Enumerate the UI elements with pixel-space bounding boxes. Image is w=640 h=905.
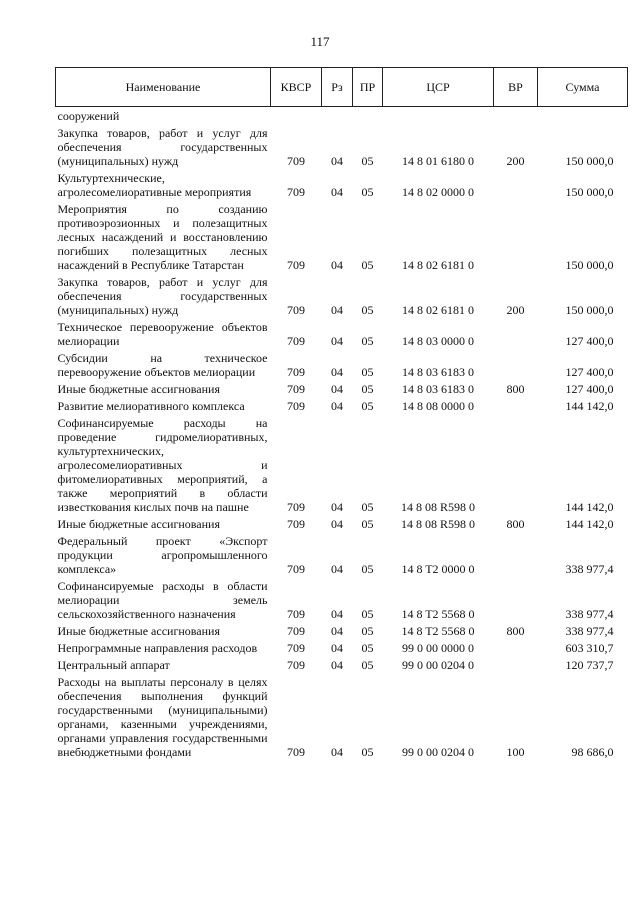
row-pr: 05 xyxy=(361,258,374,272)
row-vr: 800 xyxy=(506,624,525,638)
row-kvsr: 709 xyxy=(287,258,305,272)
row-csr: 14 8 03 6183 0 xyxy=(402,365,474,379)
row-name: Мероприятия по созданию противоэрозионных и полезащитных лесных насаждений и восстановлению погибших полезащитных лесных насаждений в Республике Татарстан xyxy=(57,202,268,272)
row-pr: 05 xyxy=(361,365,374,379)
row-vr: 800 xyxy=(506,382,525,396)
row-pr: 05 xyxy=(361,607,374,621)
row-sum: 144 142,0 xyxy=(565,517,614,531)
row-sum: 144 142,0 xyxy=(565,399,614,413)
row-rz: 04 xyxy=(331,745,343,759)
row-csr: 14 8 08 R598 0 xyxy=(400,500,475,514)
header-name: Наименование xyxy=(56,68,271,107)
row-kvsr: 709 xyxy=(287,562,305,576)
row-pr: 05 xyxy=(361,399,374,413)
row-name: Софинансируемые расходы на проведение гидромелиоративных, культуртехнических, агролесомелиоративных и фитомелиоративных мероприятий, а также мероприятий в области известкования кислых почв на пашне xyxy=(57,416,268,514)
row-sum xyxy=(538,107,628,125)
header-rz: Рз xyxy=(322,68,353,107)
row-kvsr: 709 xyxy=(287,382,305,396)
row-vr xyxy=(494,577,538,622)
row-vr xyxy=(494,397,538,414)
row-kvsr: 709 xyxy=(287,517,305,531)
row-csr: 99 0 00 0204 0 xyxy=(402,745,474,759)
row-name: Закупка товаров, работ и услуг для обеспечения государственных (муниципальных) нужд xyxy=(57,275,268,317)
row-kvsr: 709 xyxy=(287,641,305,655)
row-csr: 14 8 03 0000 0 xyxy=(402,334,474,348)
row-sum: 150 000,0 xyxy=(565,303,614,317)
row-kvsr: 709 xyxy=(287,658,305,672)
row-pr: 05 xyxy=(361,517,374,531)
row-sum: 127 400,0 xyxy=(565,334,614,348)
row-name: сооружений xyxy=(57,109,120,123)
table-row xyxy=(56,577,628,622)
row-sum: 150 000,0 xyxy=(565,185,614,199)
row-name: Центральный аппарат xyxy=(57,658,170,672)
row-rz: 04 xyxy=(331,382,343,396)
row-name: Иные бюджетные ассигнования xyxy=(57,382,220,396)
row-name: Расходы на выплаты персоналу в целях обеспечения выполнения функций государственными (муниципальными) органами, казенными учреждениями, органами управления государственными внебюджетными фондами xyxy=(57,675,268,759)
row-kvsr: 709 xyxy=(287,500,305,514)
table-row xyxy=(56,318,628,349)
row-name: Софинансируемые расходы в области мелиорации земель сельскохозяйственного назначения xyxy=(57,579,268,621)
table-row xyxy=(56,532,628,577)
row-name: Непрограммные направления расходов xyxy=(57,641,258,655)
header-kvsr: КВСР xyxy=(271,68,322,107)
table-row xyxy=(56,380,628,397)
table-row xyxy=(56,124,628,169)
row-csr: 14 8 01 6180 0 xyxy=(402,154,474,168)
row-rz: 04 xyxy=(331,365,343,379)
row-pr xyxy=(353,107,383,125)
row-rz: 04 xyxy=(331,517,343,531)
row-vr xyxy=(494,107,538,125)
table-row xyxy=(56,673,628,760)
row-name: Иные бюджетные ассигнования xyxy=(57,517,220,531)
row-pr: 05 xyxy=(361,500,374,514)
table-header-row xyxy=(56,68,628,107)
row-name: Развитие мелиоративного комплекса xyxy=(57,399,245,413)
row-pr: 05 xyxy=(361,334,374,348)
row-vr xyxy=(494,318,538,349)
row-sum: 603 310,7 xyxy=(565,641,614,655)
row-vr: 200 xyxy=(506,154,525,168)
row-kvsr: 709 xyxy=(287,303,305,317)
row-rz xyxy=(322,107,353,125)
row-vr xyxy=(494,532,538,577)
row-rz: 04 xyxy=(331,154,343,168)
row-rz: 04 xyxy=(331,658,343,672)
row-rz: 04 xyxy=(331,624,343,638)
row-sum: 144 142,0 xyxy=(565,500,614,514)
row-pr: 05 xyxy=(361,641,374,655)
row-rz: 04 xyxy=(331,334,343,348)
table-row xyxy=(56,169,628,200)
row-kvsr: 709 xyxy=(287,154,305,168)
row-pr: 05 xyxy=(361,382,374,396)
row-csr: 14 8 T2 5568 0 xyxy=(401,607,475,621)
row-rz: 04 xyxy=(331,500,343,514)
row-rz: 04 xyxy=(331,185,343,199)
row-sum: 120 737,7 xyxy=(565,658,614,672)
table-row xyxy=(56,200,628,273)
row-sum: 150 000,0 xyxy=(565,154,614,168)
row-pr: 05 xyxy=(361,745,374,759)
table-row xyxy=(56,397,628,414)
header-csr: ЦСР xyxy=(383,68,494,107)
header-sum: Сумма xyxy=(538,68,628,107)
table-body xyxy=(56,107,628,761)
header-vr: ВР xyxy=(494,68,538,107)
row-sum: 127 400,0 xyxy=(565,382,614,396)
row-name: Иные бюджетные ассигнования xyxy=(57,624,220,638)
row-pr: 05 xyxy=(361,658,374,672)
row-kvsr: 709 xyxy=(287,365,305,379)
row-kvsr: 709 xyxy=(287,185,305,199)
row-sum: 98 686,0 xyxy=(571,745,614,759)
row-sum: 338 977,4 xyxy=(565,607,614,621)
row-kvsr: 709 xyxy=(287,624,305,638)
row-csr: 14 8 02 6181 0 xyxy=(402,258,474,272)
row-csr: 99 0 00 0204 0 xyxy=(402,658,474,672)
row-name: Федеральный проект «Экспорт продукции агропромышленного комплекса» xyxy=(57,534,268,576)
page-number: 117 xyxy=(310,34,330,49)
row-vr xyxy=(494,656,538,673)
row-kvsr: 709 xyxy=(287,399,305,413)
row-csr: 14 8 02 6181 0 xyxy=(402,303,474,317)
row-name: Закупка товаров, работ и услуг для обеспечения государственных (муниципальных) нужд xyxy=(57,126,268,168)
table-row xyxy=(56,414,628,515)
row-pr: 05 xyxy=(361,185,374,199)
row-name: Культуртехнические, агролесомелиоративные мероприятия xyxy=(57,171,252,199)
row-vr xyxy=(494,200,538,273)
row-vr: 100 xyxy=(506,745,525,759)
row-name: Субсидии на техническое перевооружение объектов мелиорации xyxy=(57,351,268,379)
row-csr: 14 8 03 6183 0 xyxy=(402,382,474,396)
table-row xyxy=(56,622,628,639)
row-rz: 04 xyxy=(331,562,343,576)
row-vr: 800 xyxy=(506,517,525,531)
row-csr xyxy=(383,107,494,125)
row-sum: 127 400,0 xyxy=(565,365,614,379)
row-rz: 04 xyxy=(331,258,343,272)
row-kvsr: 709 xyxy=(287,745,305,759)
row-pr: 05 xyxy=(361,303,374,317)
budget-table xyxy=(55,67,628,760)
table-row xyxy=(56,273,628,318)
row-vr xyxy=(494,169,538,200)
row-vr: 200 xyxy=(506,303,525,317)
header-pr: ПР xyxy=(353,68,383,107)
table-row xyxy=(56,349,628,380)
row-csr: 14 8 02 0000 0 xyxy=(402,185,474,199)
row-csr: 14 8 T2 5568 0 xyxy=(401,624,475,638)
table-row xyxy=(56,515,628,532)
row-sum: 338 977,4 xyxy=(565,562,614,576)
row-csr: 14 8 08 R598 0 xyxy=(400,517,475,531)
row-pr: 05 xyxy=(361,562,374,576)
row-rz: 04 xyxy=(331,641,343,655)
row-rz: 04 xyxy=(331,399,343,413)
row-rz: 04 xyxy=(331,607,343,621)
row-csr: 14 8 T2 0000 0 xyxy=(401,562,475,576)
row-rz: 04 xyxy=(331,303,343,317)
row-pr: 05 xyxy=(361,154,374,168)
row-csr: 14 8 08 0000 0 xyxy=(402,399,474,413)
row-kvsr xyxy=(271,107,322,125)
row-vr xyxy=(494,639,538,656)
row-sum: 338 977,4 xyxy=(565,624,614,638)
table-row xyxy=(56,107,628,125)
row-csr: 99 0 00 0000 0 xyxy=(402,641,474,655)
row-name: Техническое перевооружение объектов мелиорации xyxy=(57,320,268,348)
row-vr xyxy=(494,414,538,515)
table-row xyxy=(56,639,628,656)
table-row xyxy=(56,656,628,673)
row-sum: 150 000,0 xyxy=(565,258,614,272)
row-vr xyxy=(494,349,538,380)
row-kvsr: 709 xyxy=(287,334,305,348)
row-pr: 05 xyxy=(361,624,374,638)
row-kvsr: 709 xyxy=(287,607,305,621)
